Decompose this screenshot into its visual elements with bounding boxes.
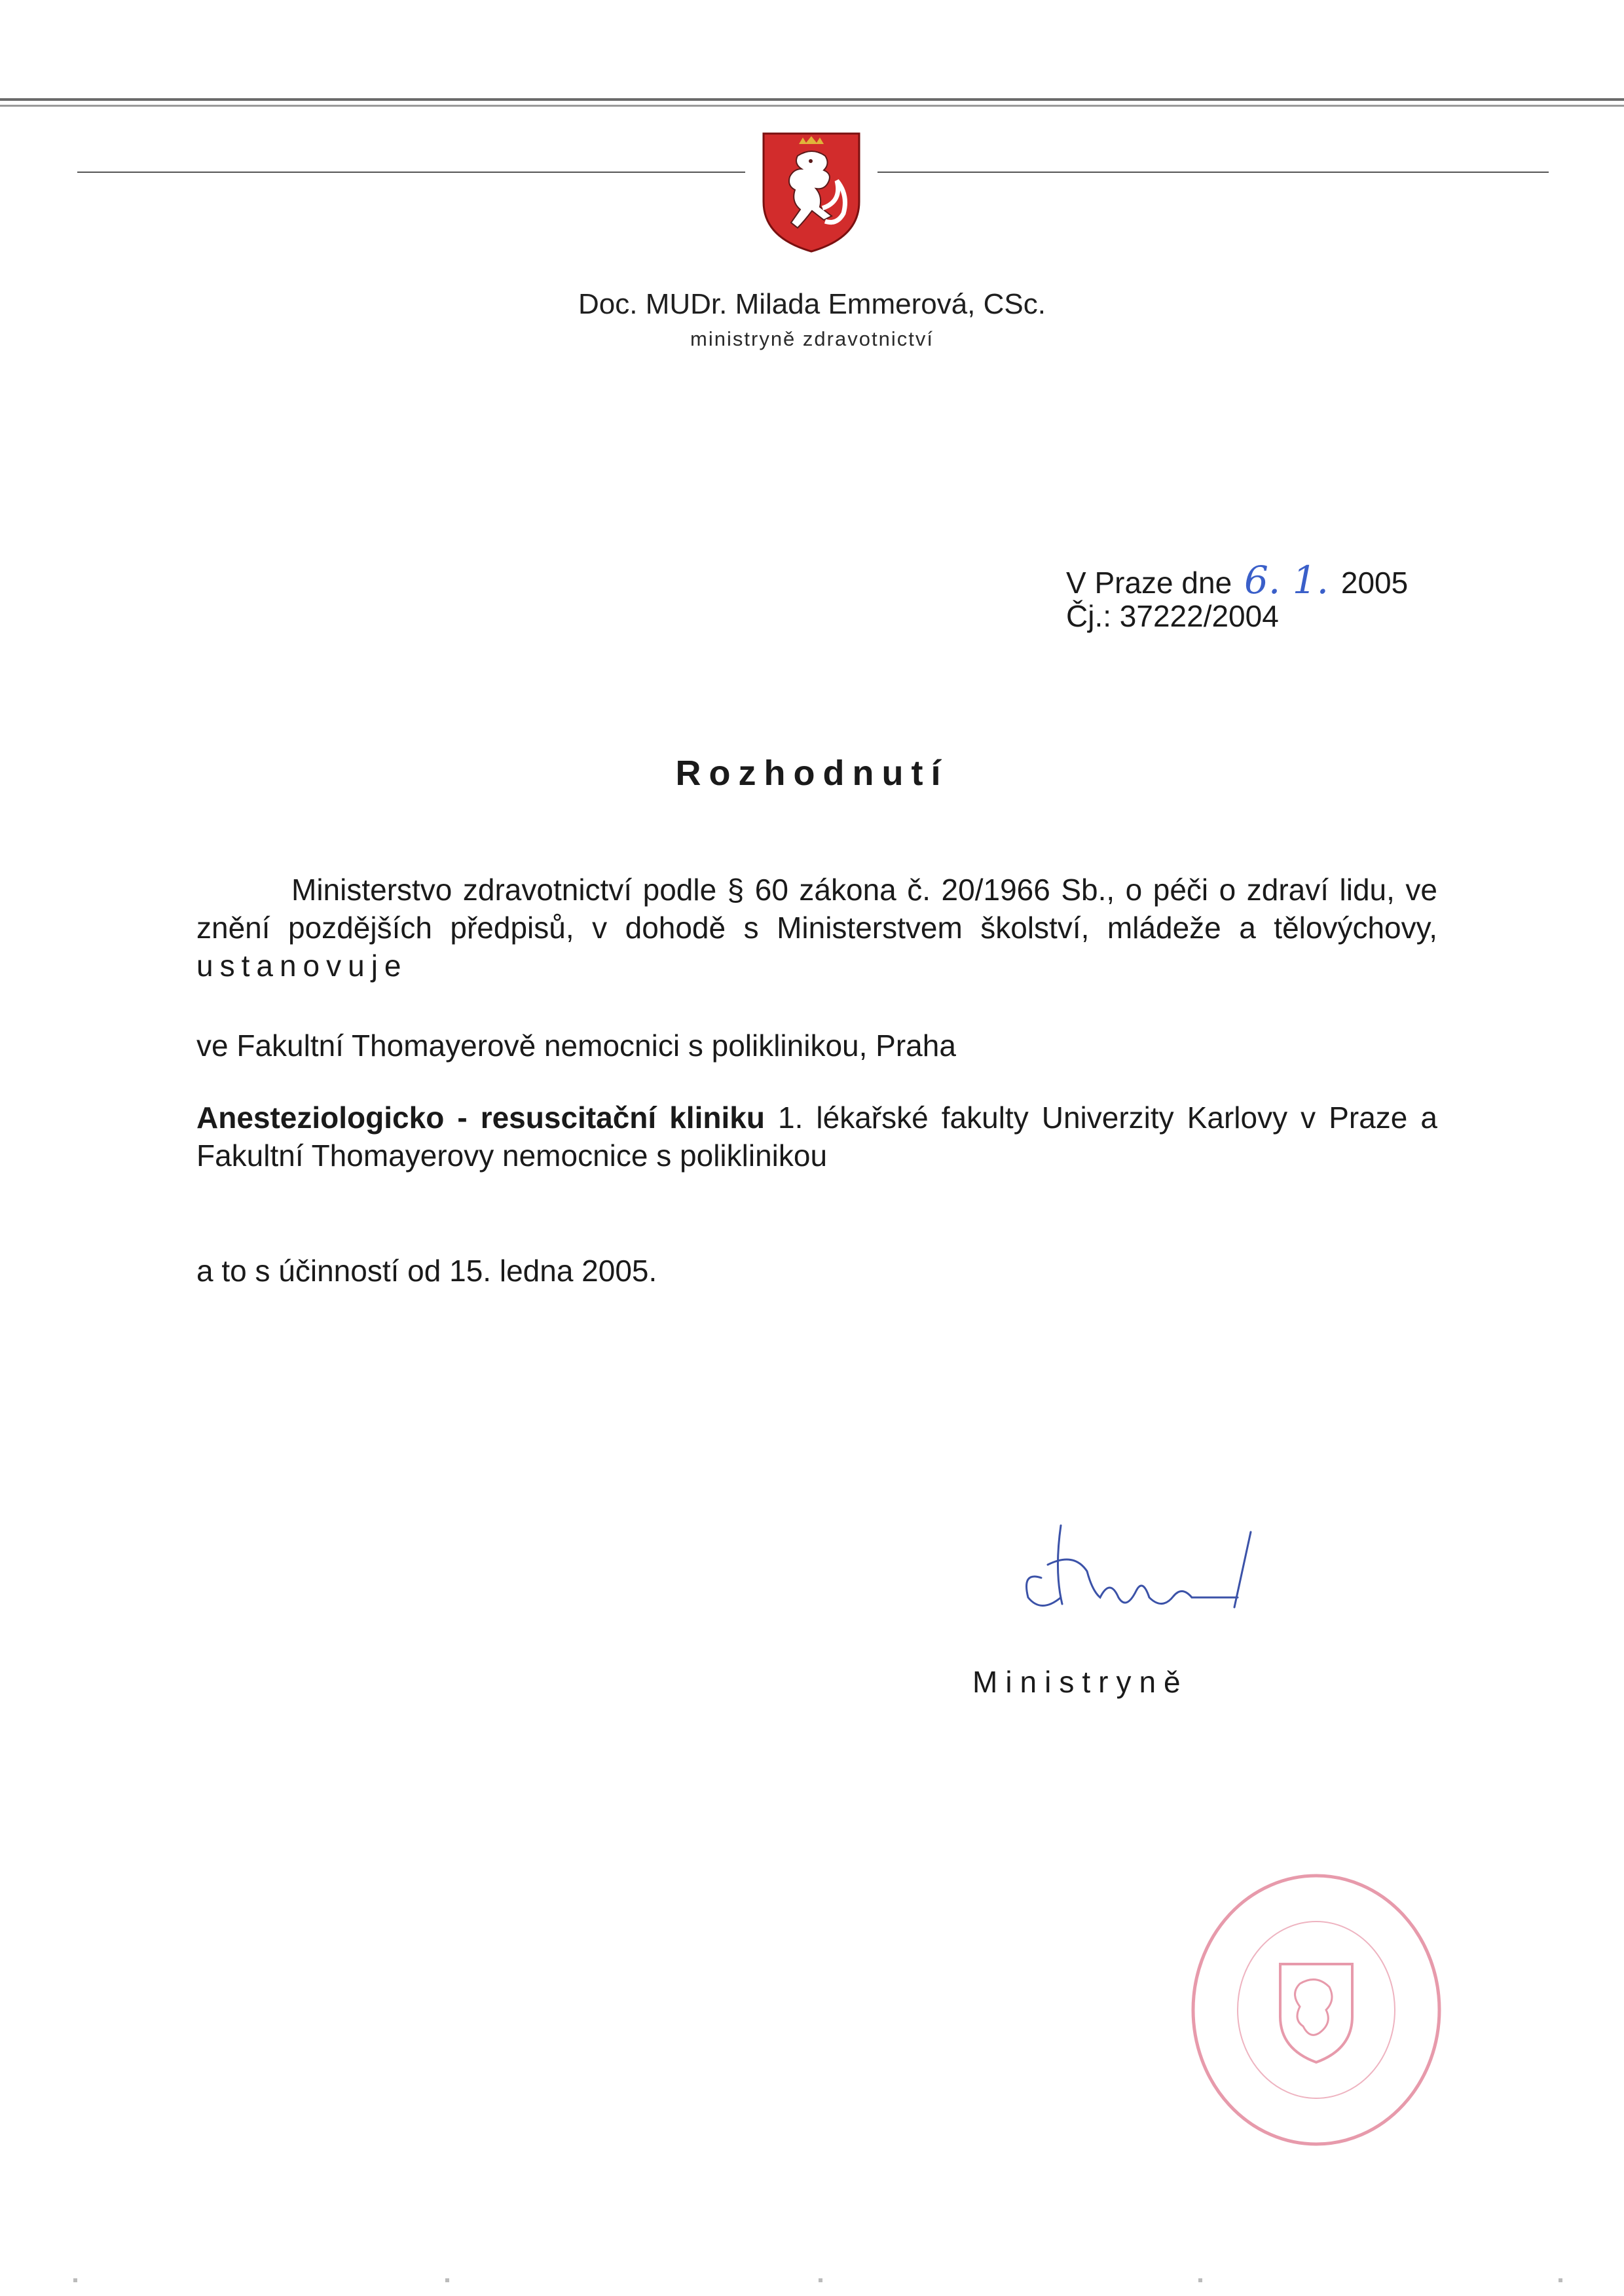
signature-icon <box>1002 1499 1277 1630</box>
paragraph-hospital: ve Fakultní Thomayerově nemocnici s poliklinikou, Praha <box>196 1029 956 1063</box>
document-title: Rozhodnutí <box>675 754 949 793</box>
paragraph-decision-basis <box>196 871 1437 985</box>
minister-name: Doc. MUDr. Milada Emmerová, CSc. <box>578 288 1046 320</box>
date-line <box>1066 558 1408 602</box>
state-emblem-icon <box>760 130 863 254</box>
top-border <box>0 98 1624 101</box>
header-rule-right <box>877 172 1549 173</box>
date-year: 2005 <box>1340 566 1409 600</box>
paragraph-text: Ministerstvo zdravotnictví podle § 60 zákona č. 20/1966 Sb., o péči o zdraví lidu, ve znění pozdějších předpisů, v dohodě s Ministerstvem školství, mládeže a tělovýchovy, <box>196 873 1437 945</box>
handwritten-date: 6. 1. <box>1244 558 1329 602</box>
paragraph-effective-date: a to s účinností od 15. ledna 2005. <box>196 1254 657 1288</box>
paragraph-clinic <box>196 1099 1437 1175</box>
header-rule-left <box>77 172 745 173</box>
signer-title: Ministryně <box>972 1665 1189 1699</box>
top-border-thin <box>0 105 1624 107</box>
official-stamp-icon <box>1185 1859 1447 2154</box>
scan-edge-marks <box>0 2277 1624 2284</box>
clinic-affiliation: 1. lékařské fakulty Univerzity Karlovy v Praze a Fakultní Thomayerovy nemocnice s poliklinikou <box>196 1101 1437 1173</box>
minister-role: ministryně zdravotnictví <box>690 327 934 350</box>
decision-verb: ustanovuje <box>196 949 408 983</box>
clinic-name: Anesteziologicko - resuscitační kliniku <box>196 1101 765 1135</box>
reference-number: Čj.: 37222/2004 <box>1066 599 1279 633</box>
date-prefix: V Praze dne <box>1066 566 1232 600</box>
